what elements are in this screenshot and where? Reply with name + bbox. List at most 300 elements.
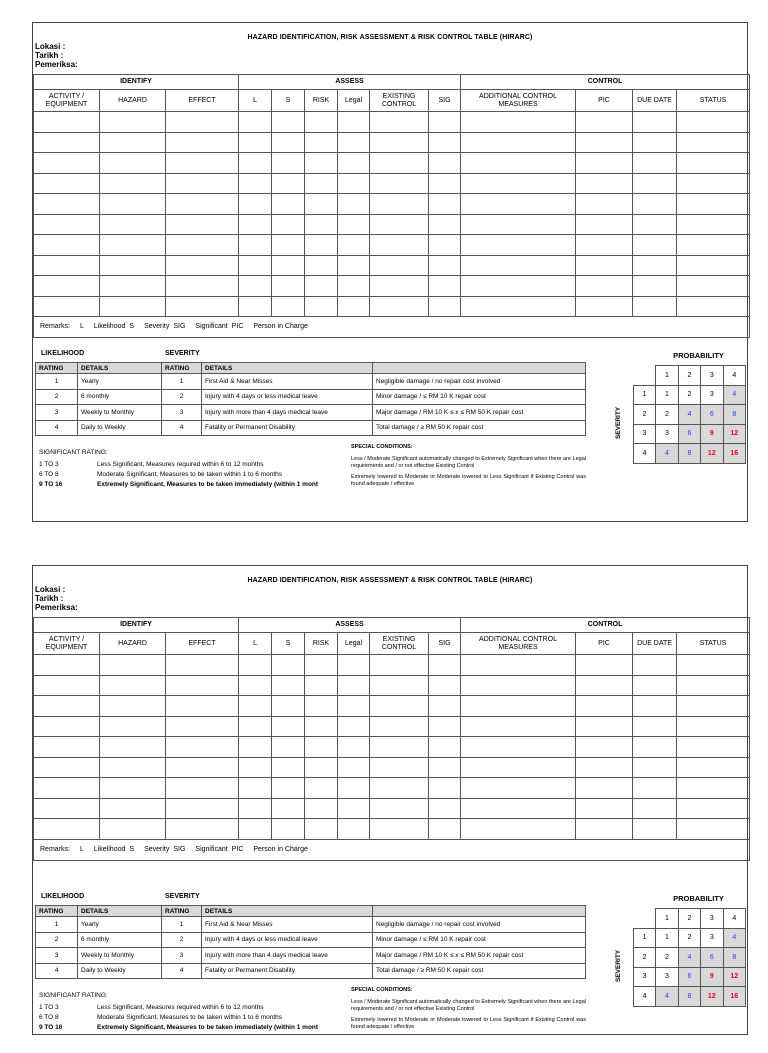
table-cell[interactable]: [34, 153, 100, 174]
table-cell[interactable]: [166, 798, 239, 819]
table-cell[interactable]: [239, 214, 272, 235]
table-cell[interactable]: [305, 655, 338, 676]
table-cell[interactable]: [576, 737, 633, 758]
probability-grid: [611, 365, 746, 464]
table-cell[interactable]: [239, 757, 272, 778]
table-cell[interactable]: [429, 819, 461, 840]
table-cell[interactable]: [633, 737, 677, 758]
field-tarikh[interactable]: Tarikh :: [35, 51, 64, 60]
table-cell[interactable]: [272, 778, 305, 799]
table-cell[interactable]: [100, 798, 166, 819]
table-cell[interactable]: [370, 798, 429, 819]
form-title: HAZARD IDENTIFICATION, RISK ASSESSMENT & RISK CONTROL TABLE (HIRARC): [247, 577, 533, 584]
table-cell[interactable]: [272, 194, 305, 215]
table-cell[interactable]: [239, 173, 272, 194]
column-header: ADDITIONAL CONTROL MEASURES: [461, 90, 576, 112]
likelihood-rating: 3: [36, 948, 78, 964]
table-cell[interactable]: [370, 819, 429, 840]
table-cell[interactable]: [576, 173, 633, 194]
table-cell[interactable]: [633, 675, 677, 696]
table-cell[interactable]: [305, 112, 338, 133]
table-cell[interactable]: [633, 696, 677, 717]
table-cell[interactable]: [239, 716, 272, 737]
table-cell[interactable]: [370, 716, 429, 737]
severity-row-header: 4: [633, 444, 655, 464]
table-cell[interactable]: [272, 737, 305, 758]
table-cell[interactable]: [166, 737, 239, 758]
table-cell[interactable]: [576, 757, 633, 778]
remarks-item: SIG: [173, 845, 186, 853]
table-cell[interactable]: [100, 778, 166, 799]
table-cell[interactable]: [429, 132, 461, 153]
table-cell[interactable]: [239, 675, 272, 696]
significant-text: Moderate Significant, Measures to be taken within 1 to 6 months: [97, 1014, 282, 1021]
table-cell[interactable]: [272, 214, 305, 235]
table-cell[interactable]: [100, 296, 166, 317]
table-cell[interactable]: [166, 214, 239, 235]
table-cell[interactable]: [633, 798, 677, 819]
table-cell[interactable]: [100, 819, 166, 840]
table-cell[interactable]: [34, 819, 100, 840]
table-cell[interactable]: [34, 235, 100, 256]
table-cell[interactable]: [633, 173, 677, 194]
table-cell[interactable]: [429, 276, 461, 297]
table-cell[interactable]: [272, 757, 305, 778]
table-cell[interactable]: [429, 798, 461, 819]
probability-label: PROBABILITY: [673, 351, 724, 360]
table-cell[interactable]: [461, 655, 576, 676]
table-cell[interactable]: [461, 675, 576, 696]
table-cell[interactable]: [34, 655, 100, 676]
table-cell[interactable]: [429, 296, 461, 317]
table-cell[interactable]: [272, 696, 305, 717]
table-cell[interactable]: [34, 757, 100, 778]
table-cell[interactable]: [305, 296, 338, 317]
table-cell[interactable]: [677, 276, 750, 297]
table-cell[interactable]: [429, 173, 461, 194]
table-cell[interactable]: [677, 153, 750, 174]
likelihood-details: Yearly: [78, 374, 162, 390]
table-cell[interactable]: [370, 255, 429, 276]
table-cell[interactable]: [34, 214, 100, 235]
table-cell[interactable]: [100, 716, 166, 737]
table-cell[interactable]: [272, 132, 305, 153]
matrix-spacer: [611, 987, 633, 1007]
table-cell[interactable]: [100, 276, 166, 297]
column-header: L: [239, 633, 272, 655]
table-cell[interactable]: [576, 675, 633, 696]
table-cell[interactable]: [633, 132, 677, 153]
severity-rating: 4: [162, 420, 202, 436]
table-cell[interactable]: [166, 716, 239, 737]
table-cell[interactable]: [677, 757, 750, 778]
damage-details: Negligible damage / no repair cost involved: [373, 374, 586, 390]
table-cell[interactable]: [576, 696, 633, 717]
table-cell[interactable]: [576, 255, 633, 276]
rating-row: [36, 932, 586, 948]
table-cell[interactable]: [239, 112, 272, 133]
table-cell[interactable]: [677, 194, 750, 215]
table-cell[interactable]: [370, 194, 429, 215]
table-cell[interactable]: [305, 276, 338, 297]
table-cell[interactable]: [633, 112, 677, 133]
table-cell[interactable]: [677, 778, 750, 799]
table-cell[interactable]: [305, 778, 338, 799]
likelihood-details: Yearly: [78, 917, 162, 933]
table-cell[interactable]: [338, 696, 370, 717]
table-cell[interactable]: [239, 194, 272, 215]
table-cell[interactable]: [461, 112, 576, 133]
table-cell[interactable]: [338, 675, 370, 696]
severity-rating: 3: [162, 948, 202, 964]
table-cell[interactable]: [239, 153, 272, 174]
table-cell[interactable]: [677, 296, 750, 317]
table-cell[interactable]: [272, 296, 305, 317]
table-cell[interactable]: [461, 757, 576, 778]
table-cell[interactable]: [633, 819, 677, 840]
table-cell[interactable]: [677, 173, 750, 194]
table-cell[interactable]: [338, 655, 370, 676]
table-cell[interactable]: [633, 296, 677, 317]
probability-col-header: 4: [723, 909, 745, 929]
table-cell[interactable]: [239, 276, 272, 297]
table-cell[interactable]: [370, 655, 429, 676]
table-cell[interactable]: [100, 194, 166, 215]
table-cell[interactable]: [370, 132, 429, 153]
table-cell[interactable]: [239, 132, 272, 153]
table-cell[interactable]: [633, 235, 677, 256]
probability-cell: 4: [678, 948, 700, 968]
remarks-line: [34, 839, 750, 860]
probability-cell: 6: [701, 948, 723, 968]
table-cell[interactable]: [166, 655, 239, 676]
damage-details: Total damage / ≥ RM 50 K repair cost: [373, 420, 586, 436]
table-cell[interactable]: [429, 235, 461, 256]
field-tarikh[interactable]: Tarikh :: [35, 594, 64, 603]
table-cell[interactable]: [461, 214, 576, 235]
column-header: EXISTING CONTROL: [370, 90, 429, 112]
table-cell[interactable]: [461, 276, 576, 297]
probability-cell: 6: [678, 967, 700, 987]
table-cell[interactable]: [677, 798, 750, 819]
table-cell[interactable]: [370, 778, 429, 799]
table-cell[interactable]: [677, 112, 750, 133]
table-cell[interactable]: [305, 696, 338, 717]
probability-col-header: 1: [656, 366, 678, 386]
table-cell[interactable]: [576, 132, 633, 153]
table-cell[interactable]: [239, 737, 272, 758]
table-cell[interactable]: [633, 214, 677, 235]
table-cell[interactable]: [461, 194, 576, 215]
table-cell[interactable]: [100, 655, 166, 676]
table-cell[interactable]: [461, 716, 576, 737]
likelihood-rating: 1: [36, 917, 78, 933]
table-cell[interactable]: [166, 255, 239, 276]
table-cell[interactable]: [461, 778, 576, 799]
table-cell[interactable]: [338, 757, 370, 778]
table-cell[interactable]: [239, 255, 272, 276]
table-cell[interactable]: [239, 696, 272, 717]
table-cell[interactable]: [166, 173, 239, 194]
table-cell[interactable]: [429, 214, 461, 235]
table-cell[interactable]: [272, 112, 305, 133]
table-cell[interactable]: [100, 153, 166, 174]
table-cell[interactable]: [461, 819, 576, 840]
table-cell[interactable]: [338, 255, 370, 276]
table-cell[interactable]: [272, 655, 305, 676]
severity-rating-header: RATING: [162, 363, 202, 374]
table-cell[interactable]: [429, 716, 461, 737]
table-cell[interactable]: [100, 255, 166, 276]
table-cell[interactable]: [34, 255, 100, 276]
table-cell[interactable]: [338, 214, 370, 235]
table-cell[interactable]: [272, 153, 305, 174]
table-cell[interactable]: [576, 655, 633, 676]
table-row: [34, 255, 750, 276]
table-cell[interactable]: [677, 737, 750, 758]
table-cell[interactable]: [305, 194, 338, 215]
table-cell[interactable]: [166, 276, 239, 297]
table-cell[interactable]: [461, 153, 576, 174]
table-cell[interactable]: [239, 778, 272, 799]
remarks-item: SIG: [173, 323, 186, 330]
table-cell[interactable]: [370, 235, 429, 256]
table-cell[interactable]: [429, 675, 461, 696]
table-cell[interactable]: [272, 819, 305, 840]
group-identify: IDENTIFY: [34, 618, 239, 633]
table-cell[interactable]: [576, 778, 633, 799]
table-cell[interactable]: [633, 655, 677, 676]
table-cell[interactable]: [338, 276, 370, 297]
table-cell[interactable]: [677, 819, 750, 840]
table-cell[interactable]: [370, 675, 429, 696]
table-cell[interactable]: [429, 194, 461, 215]
table-cell[interactable]: [633, 194, 677, 215]
matrix-severity-label: SEVERITY: [615, 949, 622, 982]
table-cell[interactable]: [239, 819, 272, 840]
probability-grid: [611, 908, 746, 1007]
probability-cell: 9: [701, 967, 723, 987]
table-cell[interactable]: [677, 132, 750, 153]
table-cell[interactable]: [272, 675, 305, 696]
table-cell[interactable]: [166, 132, 239, 153]
table-cell[interactable]: [677, 716, 750, 737]
table-cell[interactable]: [633, 716, 677, 737]
table-cell[interactable]: [576, 716, 633, 737]
table-cell[interactable]: [576, 112, 633, 133]
table-cell[interactable]: [34, 696, 100, 717]
table-cell[interactable]: [461, 173, 576, 194]
table-cell[interactable]: [370, 173, 429, 194]
table-cell[interactable]: [239, 296, 272, 317]
table-cell[interactable]: [370, 214, 429, 235]
table-cell[interactable]: [100, 737, 166, 758]
table-cell[interactable]: [239, 655, 272, 676]
table-cell[interactable]: [34, 296, 100, 317]
table-cell[interactable]: [338, 716, 370, 737]
table-cell[interactable]: [272, 255, 305, 276]
table-cell[interactable]: [576, 798, 633, 819]
table-cell[interactable]: [461, 296, 576, 317]
probability-cell: 12: [701, 444, 723, 464]
table-cell[interactable]: [677, 235, 750, 256]
matrix-corner: [633, 366, 655, 386]
table-cell[interactable]: [370, 296, 429, 317]
table-cell[interactable]: [338, 153, 370, 174]
table-cell[interactable]: [633, 255, 677, 276]
probability-cell: 9: [701, 424, 723, 444]
table-cell[interactable]: [370, 112, 429, 133]
table-cell[interactable]: [461, 255, 576, 276]
special-conditions: [351, 444, 586, 492]
table-cell[interactable]: [305, 716, 338, 737]
table-cell[interactable]: [429, 655, 461, 676]
table-cell[interactable]: [305, 798, 338, 819]
probability-cell: 8: [678, 987, 700, 1007]
table-cell[interactable]: [305, 132, 338, 153]
severity-label: SEVERITY: [165, 893, 200, 900]
table-cell[interactable]: [461, 132, 576, 153]
table-cell[interactable]: [100, 112, 166, 133]
table-cell[interactable]: [100, 132, 166, 153]
table-cell[interactable]: [576, 819, 633, 840]
table-cell[interactable]: [305, 757, 338, 778]
table-cell[interactable]: [576, 153, 633, 174]
table-cell[interactable]: [305, 675, 338, 696]
table-cell[interactable]: [429, 112, 461, 133]
table-cell[interactable]: [272, 716, 305, 737]
table-cell[interactable]: [429, 737, 461, 758]
table-cell[interactable]: [338, 235, 370, 256]
table-cell[interactable]: [100, 235, 166, 256]
special-label: SPECIAL CONDITIONS:: [351, 987, 413, 993]
table-cell[interactable]: [272, 276, 305, 297]
table-cell[interactable]: [677, 214, 750, 235]
table-cell[interactable]: [576, 276, 633, 297]
table-cell[interactable]: [338, 112, 370, 133]
table-cell[interactable]: [34, 194, 100, 215]
table-cell[interactable]: [305, 255, 338, 276]
table-cell[interactable]: [166, 757, 239, 778]
table-cell[interactable]: [272, 798, 305, 819]
table-cell[interactable]: [272, 235, 305, 256]
table-cell[interactable]: [677, 675, 750, 696]
table-cell[interactable]: [633, 778, 677, 799]
table-cell[interactable]: [633, 276, 677, 297]
probability-cell: 4: [723, 928, 745, 948]
table-cell[interactable]: [429, 153, 461, 174]
table-cell[interactable]: [633, 153, 677, 174]
column-header: RISK: [305, 633, 338, 655]
table-cell[interactable]: [305, 153, 338, 174]
table-cell[interactable]: [239, 798, 272, 819]
table-cell[interactable]: [34, 798, 100, 819]
table-cell[interactable]: [576, 194, 633, 215]
table-cell[interactable]: [429, 696, 461, 717]
table-cell[interactable]: [100, 214, 166, 235]
table-cell[interactable]: [576, 214, 633, 235]
severity-rating: 4: [162, 963, 202, 979]
table-cell[interactable]: [166, 153, 239, 174]
remarks-item: S: [129, 845, 135, 853]
table-cell[interactable]: [166, 778, 239, 799]
table-cell[interactable]: [34, 716, 100, 737]
table-cell[interactable]: [305, 235, 338, 256]
severity-rating: 2: [162, 389, 202, 405]
table-cell[interactable]: [100, 696, 166, 717]
table-cell[interactable]: [338, 798, 370, 819]
table-cell[interactable]: [100, 675, 166, 696]
table-cell[interactable]: [429, 778, 461, 799]
table-cell[interactable]: [338, 778, 370, 799]
table-cell[interactable]: [34, 737, 100, 758]
table-cell[interactable]: [429, 255, 461, 276]
field-pemeriksa[interactable]: Pemeriksa:: [35, 60, 78, 69]
table-cell[interactable]: [34, 173, 100, 194]
table-cell[interactable]: [370, 737, 429, 758]
table-cell[interactable]: [576, 296, 633, 317]
table-cell[interactable]: [305, 737, 338, 758]
field-lokasi[interactable]: Lokasi :: [35, 42, 66, 51]
table-cell[interactable]: [370, 276, 429, 297]
table-cell[interactable]: [166, 819, 239, 840]
table-cell[interactable]: [338, 296, 370, 317]
table-cell[interactable]: [338, 194, 370, 215]
table-cell[interactable]: [34, 675, 100, 696]
table-cell[interactable]: [677, 655, 750, 676]
table-row: [34, 296, 750, 317]
table-cell[interactable]: [370, 153, 429, 174]
table-cell[interactable]: [370, 757, 429, 778]
table-cell[interactable]: [677, 255, 750, 276]
table-cell[interactable]: [461, 235, 576, 256]
table-cell[interactable]: [166, 296, 239, 317]
probability-cell: 16: [723, 987, 745, 1007]
special-text-2: Extremely lowered to Moderate or Moderate lowered to Less Significant if Existing Control was found adequate / effective: [351, 1017, 586, 1030]
table-cell[interactable]: [677, 696, 750, 717]
table-cell[interactable]: [34, 276, 100, 297]
table-cell[interactable]: [272, 173, 305, 194]
table-cell[interactable]: [461, 696, 576, 717]
table-cell[interactable]: [305, 819, 338, 840]
table-cell[interactable]: [429, 757, 461, 778]
field-pemeriksa[interactable]: Pemeriksa:: [35, 603, 78, 612]
table-cell[interactable]: [166, 235, 239, 256]
table-cell[interactable]: [34, 132, 100, 153]
table-cell[interactable]: [100, 757, 166, 778]
field-lokasi[interactable]: Lokasi :: [35, 585, 66, 594]
table-cell[interactable]: [576, 235, 633, 256]
table-cell[interactable]: [34, 112, 100, 133]
table-cell[interactable]: [166, 675, 239, 696]
table-cell[interactable]: [461, 737, 576, 758]
table-cell[interactable]: [338, 819, 370, 840]
table-cell[interactable]: [305, 173, 338, 194]
table-cell[interactable]: [239, 235, 272, 256]
table-cell[interactable]: [34, 778, 100, 799]
table-cell[interactable]: [461, 798, 576, 819]
table-cell[interactable]: [100, 173, 166, 194]
table-cell[interactable]: [370, 696, 429, 717]
table-cell[interactable]: [338, 132, 370, 153]
table-cell[interactable]: [338, 173, 370, 194]
table-cell[interactable]: [633, 757, 677, 778]
table-cell[interactable]: [166, 112, 239, 133]
table-cell[interactable]: [338, 737, 370, 758]
table-cell[interactable]: [166, 696, 239, 717]
table-cell[interactable]: [166, 194, 239, 215]
table-cell[interactable]: [305, 214, 338, 235]
